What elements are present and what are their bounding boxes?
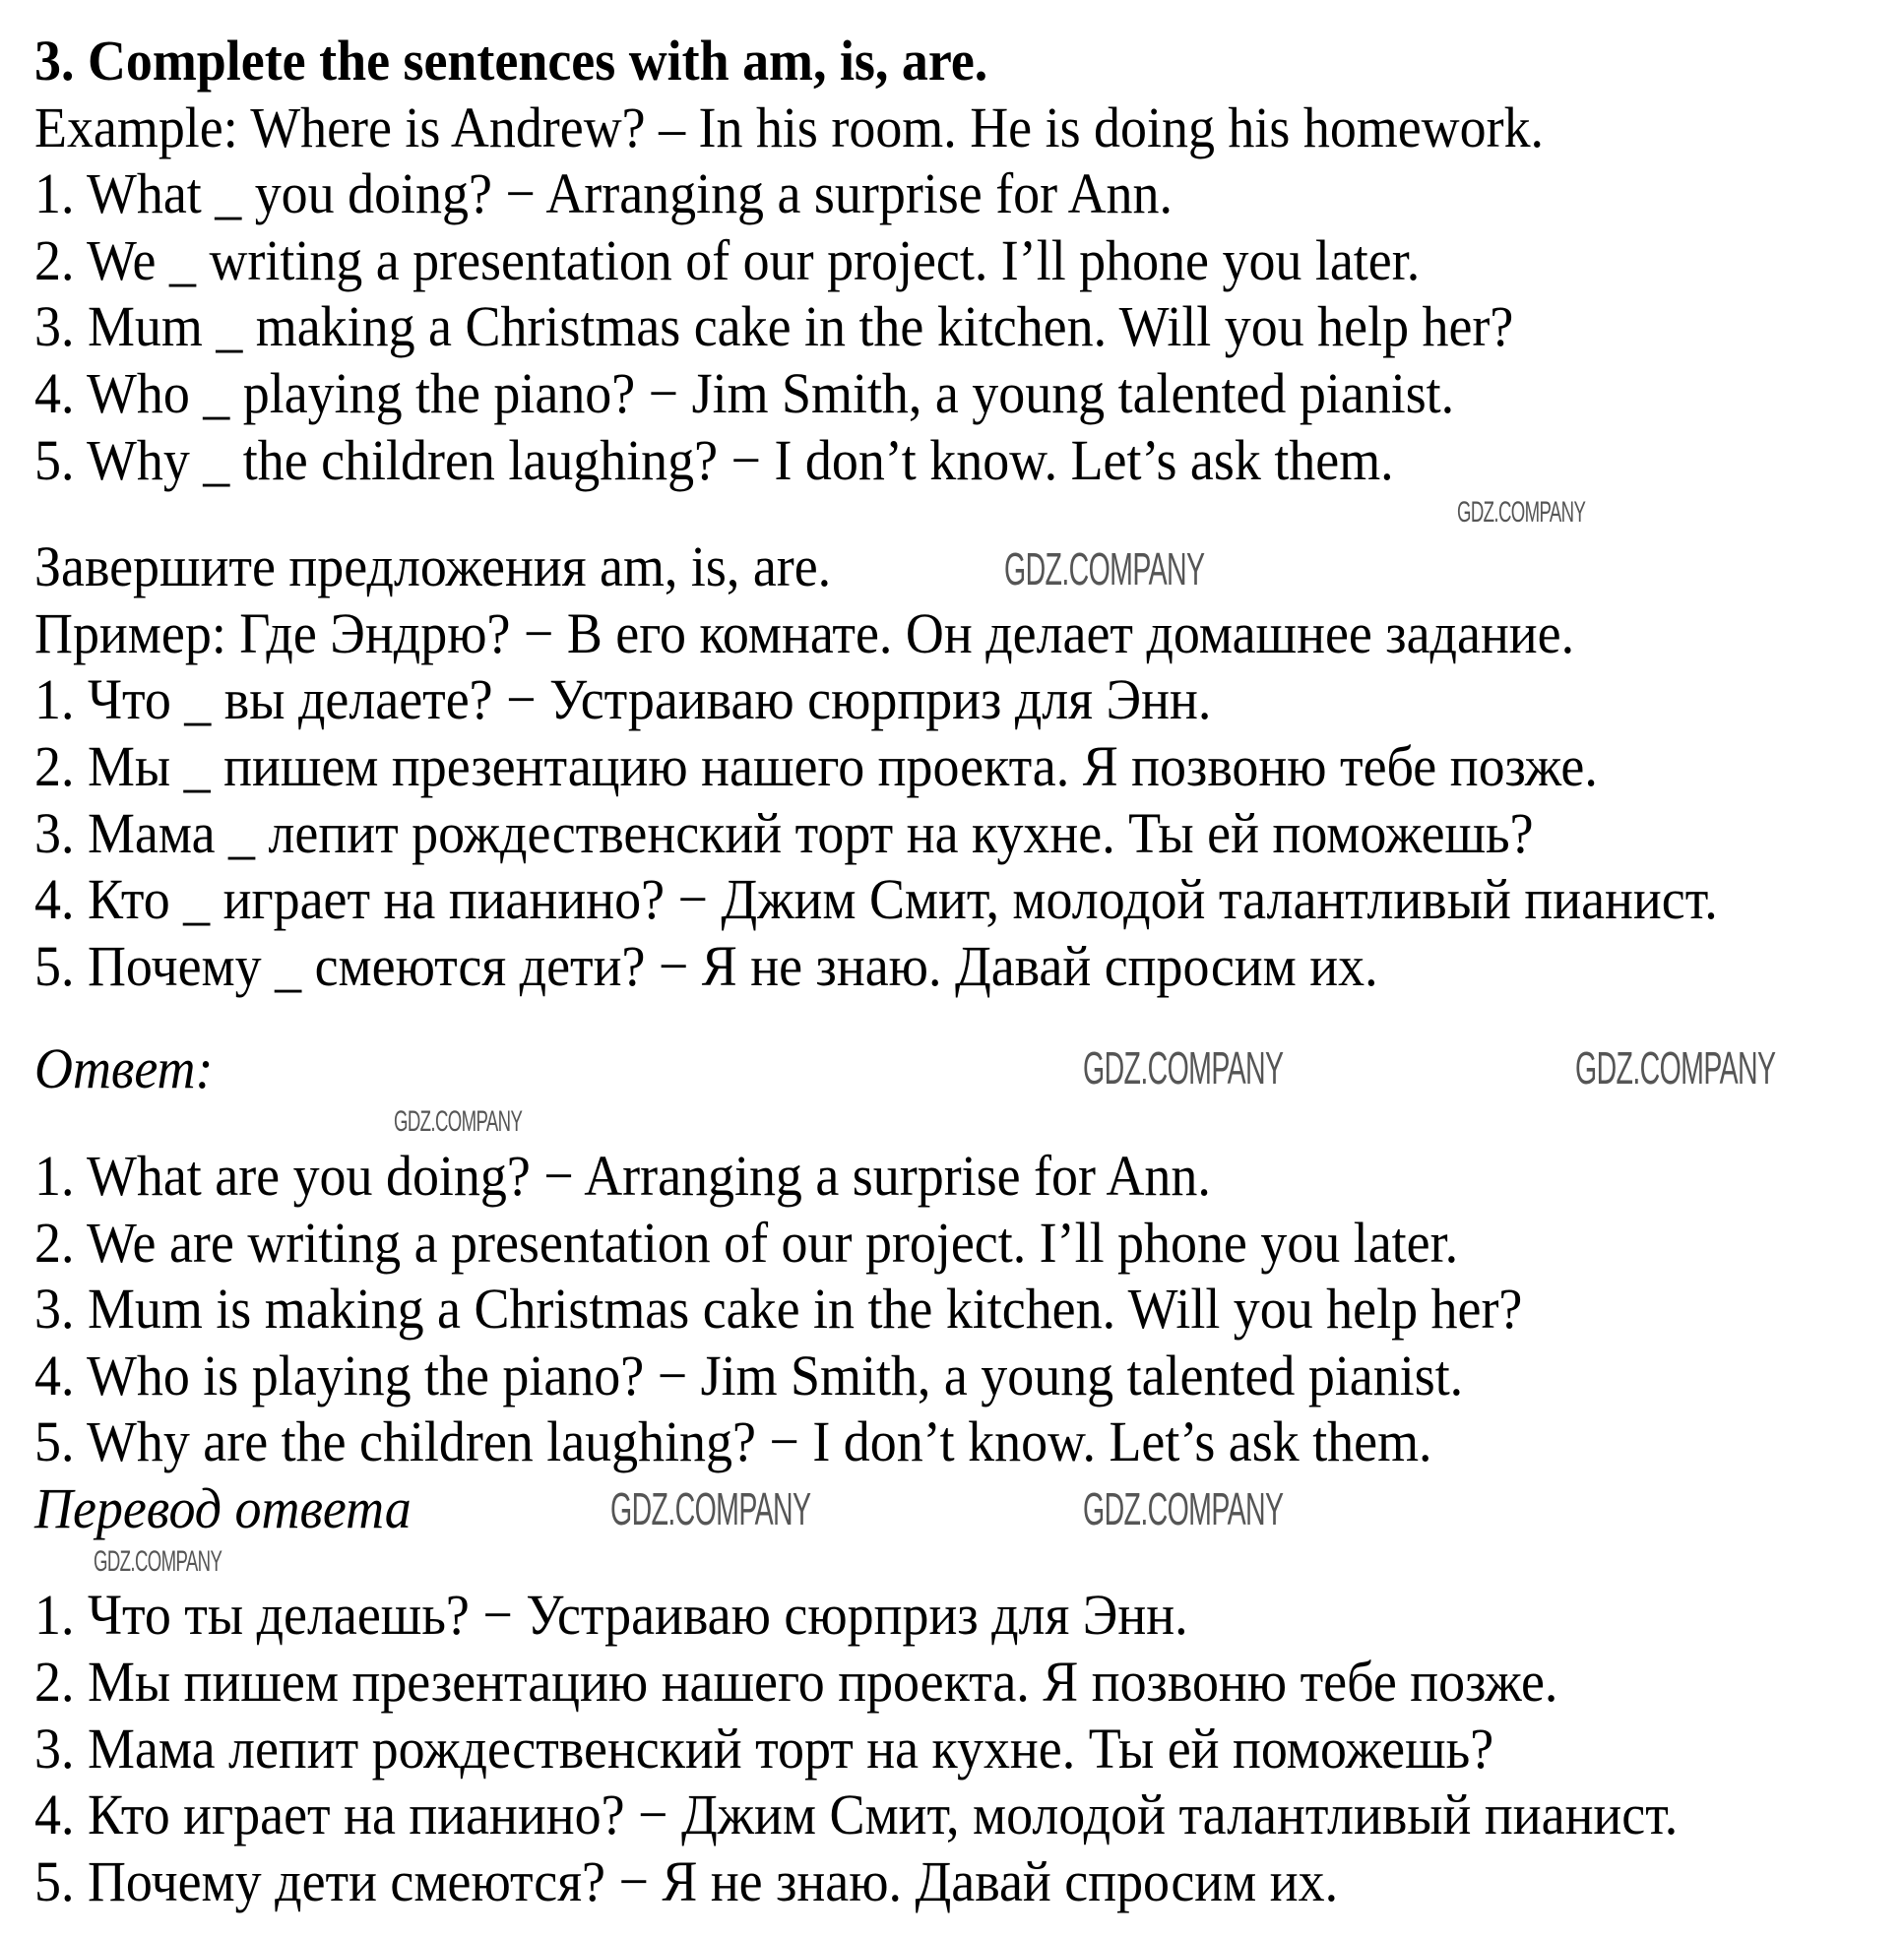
answer-translation-item: 4. Кто играет на пианино? − Джим Смит, молодой талантливый пианист. <box>34 1782 1679 1847</box>
translation-title: Завершите предложения am, is, are. <box>34 534 832 599</box>
answer-item: 1. What are you doing? − Arranging a surprise for Ann. <box>34 1143 1211 1208</box>
translation-item: 5. Почему _ смеются дети? − Я не знаю. Давай спросим их. <box>34 933 1378 998</box>
watermark: GDZ.COMPANY <box>1083 1483 1284 1534</box>
translation-item: 4. Кто _ играет на пианино? − Джим Смит, молодой талантливый пианист. <box>34 867 1718 932</box>
answer-item: 5. Why are the children laughing? − I don’t know. Let’s ask them. <box>34 1409 1432 1474</box>
answer-translation-item: 3. Мама лепит рождественский торт на кухне. Ты ей поможешь? <box>34 1716 1494 1781</box>
answer-heading: Ответ: <box>34 1036 214 1101</box>
answer-item: 2. We are writing a presentation of our project. I’ll phone you later. <box>34 1210 1459 1275</box>
translation-example: Пример: Где Эндрю? − В его комнате. Он делает домашнее задание. <box>34 600 1575 665</box>
translation-item: 2. Мы _ пишем презентацию нашего проекта. Я позвоню тебе позже. <box>34 733 1598 798</box>
answer-translation-item: 1. Что ты делаешь? − Устраиваю сюрприз для Энн. <box>34 1583 1188 1648</box>
exercise-title: 3. Complete the sentences with am, is, are. <box>34 29 988 93</box>
answer-translation-item: 2. Мы пишем презентацию нашего проекта. Я позвоню тебе позже. <box>34 1650 1558 1715</box>
translation-item: 3. Мама _ лепит рождественский торт на кухне. Ты ей поможешь? <box>34 800 1534 865</box>
watermark: GDZ.COMPANY <box>1457 496 1586 529</box>
exercise-item: 3. Mum _ making a Christmas cake in the kitchen. Will you help her? <box>34 294 1514 359</box>
exercise-example: Example: Where is Andrew? – In his room. He is doing his homework. <box>34 94 1545 159</box>
answer-translation-heading: Перевод ответа <box>34 1475 412 1540</box>
answer-translation-item: 5. Почему дети смеются? − Я не знаю. Давай спросим их. <box>34 1848 1339 1913</box>
watermark: GDZ.COMPANY <box>94 1545 222 1578</box>
watermark: GDZ.COMPANY <box>1004 543 1205 594</box>
translation-item: 1. Что _ вы делаете? − Устраиваю сюрприз для Энн. <box>34 667 1212 732</box>
exercise-item: 2. We _ writing a presentation of our project. I’ll phone you later. <box>34 227 1421 292</box>
watermark: GDZ.COMPANY <box>610 1483 811 1534</box>
answer-item: 4. Who is playing the piano? − Jim Smith, a young talented pianist. <box>34 1343 1464 1407</box>
watermark: GDZ.COMPANY <box>1083 1042 1284 1094</box>
exercise-item: 1. What _ you doing? − Arranging a surprise for Ann. <box>34 161 1173 226</box>
exercise-item: 5. Why _ the children laughing? − I don’t know. Let’s ask them. <box>34 427 1394 492</box>
document-page <box>34 28 1895 1914</box>
watermark: GDZ.COMPANY <box>1575 1042 1776 1094</box>
answer-item: 3. Mum is making a Christmas cake in the kitchen. Will you help her? <box>34 1277 1523 1342</box>
watermark: GDZ.COMPANY <box>394 1105 523 1138</box>
exercise-item: 4. Who _ playing the piano? − Jim Smith, a young talented pianist. <box>34 360 1455 425</box>
